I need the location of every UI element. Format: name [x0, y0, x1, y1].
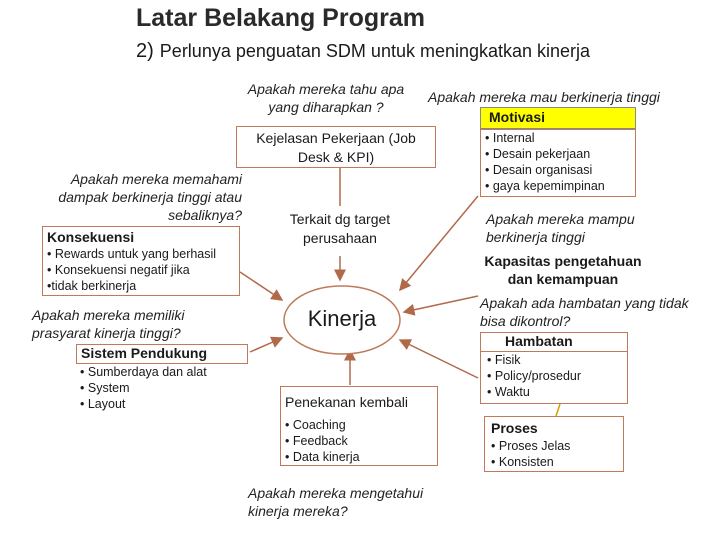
- terkait-node: Terkait dg target perusahaan: [289, 211, 391, 246]
- connector-kapasitas-kinerja: [404, 296, 478, 312]
- page-subtitle: [136, 40, 590, 63]
- question-left-mid: Apakah mereka memahami dampak berkinerja tinggi atau sebaliknya?: [58, 171, 242, 223]
- list-item: • Desain organisasi: [485, 162, 631, 178]
- sistem-title: Sistem Pendukung: [76, 344, 248, 364]
- list-item: • Waktu: [487, 384, 621, 400]
- connector-sistem-kinerja: [250, 338, 282, 352]
- penekanan-list: [285, 417, 433, 465]
- list-item: • gaya kepemimpinan: [485, 178, 631, 194]
- page-title: Latar Belakang Program: [136, 4, 425, 32]
- question-right-hambatan: Apakah ada hambatan yang tidak bisa dikontrol?: [480, 295, 689, 329]
- connector-konsekuensi-kinerja: [240, 272, 282, 300]
- question-bottom-center: Apakah mereka mengetahui kinerja mereka?: [248, 485, 424, 519]
- motivasi-list: [485, 130, 631, 194]
- sistem-list-box: [76, 364, 248, 416]
- proses-title: Proses: [491, 420, 538, 436]
- list-item: • Sumberdaya dan alat: [80, 364, 244, 380]
- list-item: • Layout: [80, 396, 244, 412]
- subtitle-text: Perlunya penguatan SDM untuk meningkatkan kinerja: [159, 41, 591, 61]
- list-item: • Desain pekerjaan: [485, 146, 631, 162]
- penekanan-title: Penekanan kembali: [285, 394, 408, 410]
- list-item: • Internal: [485, 130, 631, 146]
- question-top-center: Apakah mereka tahu apa yang diharapkan ?: [247, 81, 405, 115]
- kinerja-label: Kinerja: [307, 306, 377, 331]
- list-item: •tidak berkinerja: [47, 279, 137, 293]
- konsekuensi-box: [42, 226, 240, 296]
- konsekuensi-title: Konsekuensi: [47, 229, 135, 245]
- hambatan-title: Hambatan: [480, 332, 628, 352]
- hambatan-list: [487, 352, 621, 400]
- kejelasan-node: Kejelasan Pekerjaan (Job Desk & KPI): [236, 126, 436, 168]
- list-item: • Data kinerja: [285, 449, 433, 465]
- list-item: • Rewards untuk yang berhasil: [47, 247, 217, 261]
- question-right-mid: Apakah mereka mampu berkinerja tinggi: [486, 211, 635, 245]
- subtitle-number: 2): [136, 40, 154, 62]
- proses-box: [484, 416, 624, 472]
- list-item: • System: [80, 380, 244, 396]
- connector-hambatan-proses: [556, 404, 560, 416]
- penekanan-box: [280, 386, 438, 466]
- list-item: • Fisik: [487, 352, 621, 368]
- list-item: • Proses Jelas: [491, 438, 617, 454]
- motivasi-list-box: [480, 129, 636, 197]
- motivasi-title: Motivasi: [480, 107, 636, 129]
- list-item: • Coaching: [285, 417, 433, 433]
- question-left-bottom: Apakah mereka memiliki prasyarat kinerja tinggi?: [32, 307, 185, 341]
- question-top-right: Apakah mereka mau berkinerja tinggi: [428, 89, 660, 105]
- connector-hambatan-kinerja: [400, 340, 478, 378]
- konsekuensi-list: [47, 246, 235, 294]
- proses-list: [491, 438, 617, 470]
- list-item: • Konsekuensi negatif jika: [47, 263, 190, 277]
- connector-motivasi-kinerja: [400, 196, 478, 290]
- kapasitas-node: Kapasitas pengetahuan dan kemampuan: [484, 253, 642, 287]
- hambatan-list-box: [480, 352, 628, 404]
- list-item: • Feedback: [285, 433, 433, 449]
- list-item: • Konsisten: [491, 454, 617, 470]
- list-item: • Policy/prosedur: [487, 368, 621, 384]
- sistem-list: [80, 364, 244, 412]
